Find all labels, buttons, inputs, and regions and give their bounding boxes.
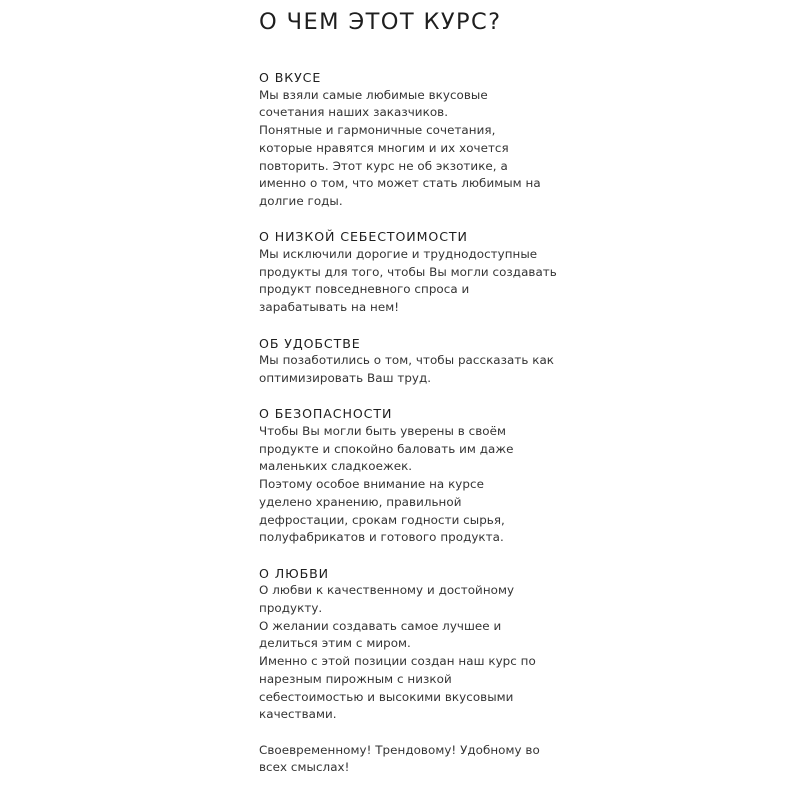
paragraph-line: повторить. Этот курс не об экзотике, а [259, 158, 508, 173]
section-low-cost [259, 228, 559, 317]
paragraph-line: продукту. [259, 601, 323, 616]
paragraph-line: сочетания наших заказчиков. [259, 105, 449, 120]
paragraph-line: О желании создавать самое лучшее и [259, 618, 502, 633]
paragraph-line: Поэтому особое внимание на курсе [259, 477, 484, 492]
paragraph-line: продукте и спокойно баловать им даже [259, 441, 514, 456]
paragraph-line: именно о том, что может стать любимым на [259, 176, 541, 191]
paragraph-line: делиться этим с миром. [259, 636, 411, 651]
page-title: О ЧЕМ ЭТОТ КУРС? [259, 9, 502, 35]
paragraph-line: продукты для того, чтобы Вы могли создавать [259, 264, 557, 279]
paragraph-line: Мы взяли самые любимые вкусовые [259, 87, 488, 102]
paragraph-line: долгие годы. [259, 193, 343, 208]
paragraph-line: дефростации, срокам годности сырья, [259, 512, 505, 527]
closing-line: всех смыслах! [259, 760, 350, 775]
paragraph-line: которые нравятся многим и их хочется [259, 140, 509, 155]
paragraph-line: маленьких сладкоежек. [259, 459, 413, 474]
section-heading: О НИЗКОЙ СЕБЕСТОИМОСТИ [259, 229, 468, 245]
paragraph-line: полуфабрикатов и готового продукта. [259, 530, 504, 545]
section-love [259, 565, 559, 724]
paragraph-line: зарабатывать на нем! [259, 300, 400, 315]
paragraph-line: себестоимостью и высокими вкусовыми [259, 689, 514, 704]
paragraph-line: уделено хранению, правильной [259, 494, 462, 509]
closing-line: Своевременному! Трендовому! Удобному во [259, 742, 540, 757]
section-convenience [259, 335, 559, 388]
paragraph-line: продукт повседневного спроса и [259, 282, 470, 297]
paragraph-line: О любви к качественному и достойному [259, 583, 515, 598]
paragraph-line: Мы исключили дорогие и труднодоступные [259, 247, 538, 262]
paragraph-line: качествами. [259, 707, 337, 722]
paragraph-line: Мы позаботились о том, чтобы рассказать как [259, 353, 555, 368]
paragraph-line: Чтобы Вы могли быть уверены в своём [259, 424, 507, 439]
paragraph-line: Именно с этой позиции создан наш курс по [259, 654, 536, 669]
section-heading: ОБ УДОБСТВЕ [259, 335, 361, 351]
paragraph-line: оптимизировать Ваш труд. [259, 370, 432, 385]
section-taste [259, 69, 559, 211]
section-safety [259, 405, 559, 547]
paragraph-line: нарезным пирожным с низкой [259, 671, 452, 686]
section-heading: О ВКУСЕ [259, 70, 322, 85]
paragraph-line: Понятные и гармоничные сочетания, [259, 123, 496, 138]
section-heading: О ЛЮБВИ [259, 565, 329, 581]
section-heading: О БЕЗОПАСНОСТИ [259, 406, 393, 422]
closing-statement [259, 742, 559, 777]
sections-container [259, 69, 559, 795]
